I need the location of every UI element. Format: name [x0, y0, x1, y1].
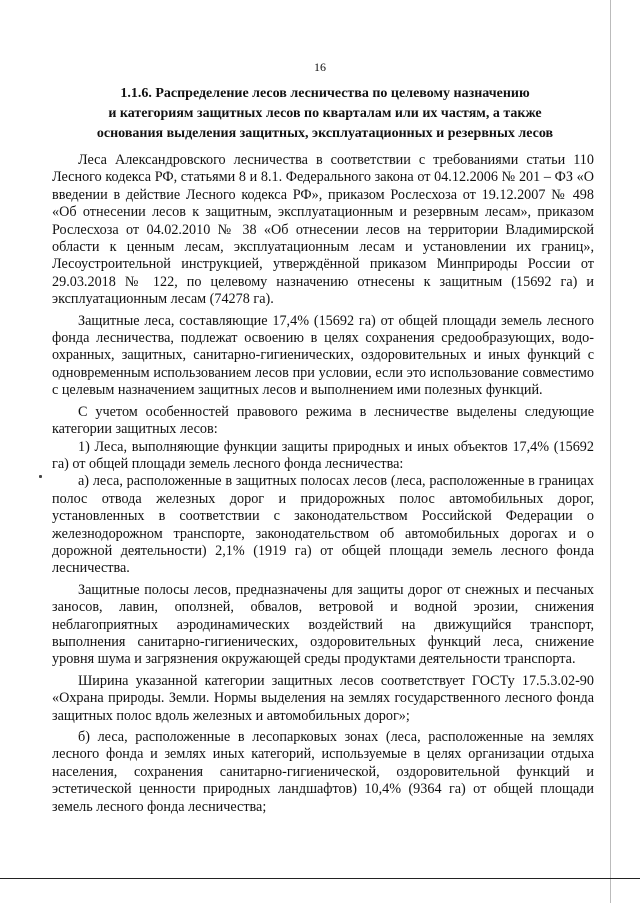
paragraph: Защитные леса, составляющие 17,4% (15692 га) от общей площади земель лесного фонда лесничества, подлежат освоению в целях сохранения средообразующих, водо-охранных, защитных, санитарно-гигиенических, оздоровительных и иных функций с одновременным использованием лесов при условии, если это использование совместимо с целевым назначением защитных лесов и выполнением ими полезных функций.: [52, 312, 594, 399]
paragraph: Защитные полосы лесов, предназначены для защиты дорог от снежных и песчаных заносов, лавин, оползней, обвалов, ветровой и водной эрозии, снижения неблагоприятных аэродинамических воздействий на движущийся транспорт, выполнения санитарно-гигиенических, оздоровительных функций леса, снижение уровня шума и загрязнения окружающей среды продуктами деятельности транспорта.: [52, 581, 594, 668]
paragraph: Ширина указанной категории защитных лесов соответствует ГОСТу 17.5.3.02-90 «Охрана природы. Земли. Нормы выделения на землях государственного лесного фонда защитных полос вдоль железных и автомобильных дорог»;: [52, 672, 594, 724]
paragraph: а) леса, расположенные в защитных полосах лесов (леса, расположенные в границах полос отвода железных дорог и придорожных полос автомобильных дорог, установленных в соответствии с законодательством Российской Федерации о железнодорожном транспорте, законодательством об автомобильных дорогах и о дорожной деятельности) 2,1% (1919 га) от общей площади земель лесного фонда лесничества.: [52, 473, 594, 577]
scan-edge: [610, 0, 611, 903]
paragraph: б) леса, расположенные в лесопарковых зонах (леса, расположенные на землях лесного фонда и землях иных категорий, используемые в целях организации отдыха населения, сохранения санитарно-гигиенической, оздоровительной функций и эстетической ценности природных ландшафтов) 10,4% (9364 га) от общей площади земель лесного фонда лесничества;: [52, 729, 594, 815]
paragraph: Леса Александровского лесничества в соответствии с требованиями статьи 110 Лесного кодекса РФ, статьями 8 и 8.1. Федерального закона от 04.12.2006 № 201 – ФЗ «О введении в действие Лесного кодекса РФ», приказом Рослесхоза от 19.12.2007 № 498 «Об отнесении лесов к защитным, эксплуатационным и резервным лесам», приказом Рослесхоза от 04.02.2010 № 38 «Об отнесении лесов на территории Владимирской области к ценным лесам, эксплуатационным лесам и установлении их границ», Лесоустроительной инструкцией, утверждённой приказом Минприроды России от 29.03.2018 № 122, по целевому назначению отнесены к защитным (15692 га) и эксплуатационным лесам (74278 га).: [52, 152, 594, 308]
page-number: 16: [314, 60, 326, 74]
paragraph: С учетом особенностей правового режима в лесничестве выделены следующие категории защитных лесов:: [52, 403, 594, 438]
heading-line: и категориям защитных лесов по кварталам или их частям, а также: [108, 106, 542, 121]
section-heading: [60, 84, 590, 144]
heading-line: основания выделения защитных, эксплуатационных и резервных лесов: [96, 126, 554, 141]
heading-line: 1.1.6. Распределение лесов лесничества по целевому назначению: [120, 86, 530, 101]
scan-speck: [39, 475, 42, 478]
body-text: [52, 152, 594, 820]
paragraph: 1) Леса, выполняющие функции защиты природных и иных объектов 17,4% (15692 га) от общей площади земель лесного фонда лесничества:: [52, 438, 594, 472]
bottom-rule: [0, 878, 640, 879]
